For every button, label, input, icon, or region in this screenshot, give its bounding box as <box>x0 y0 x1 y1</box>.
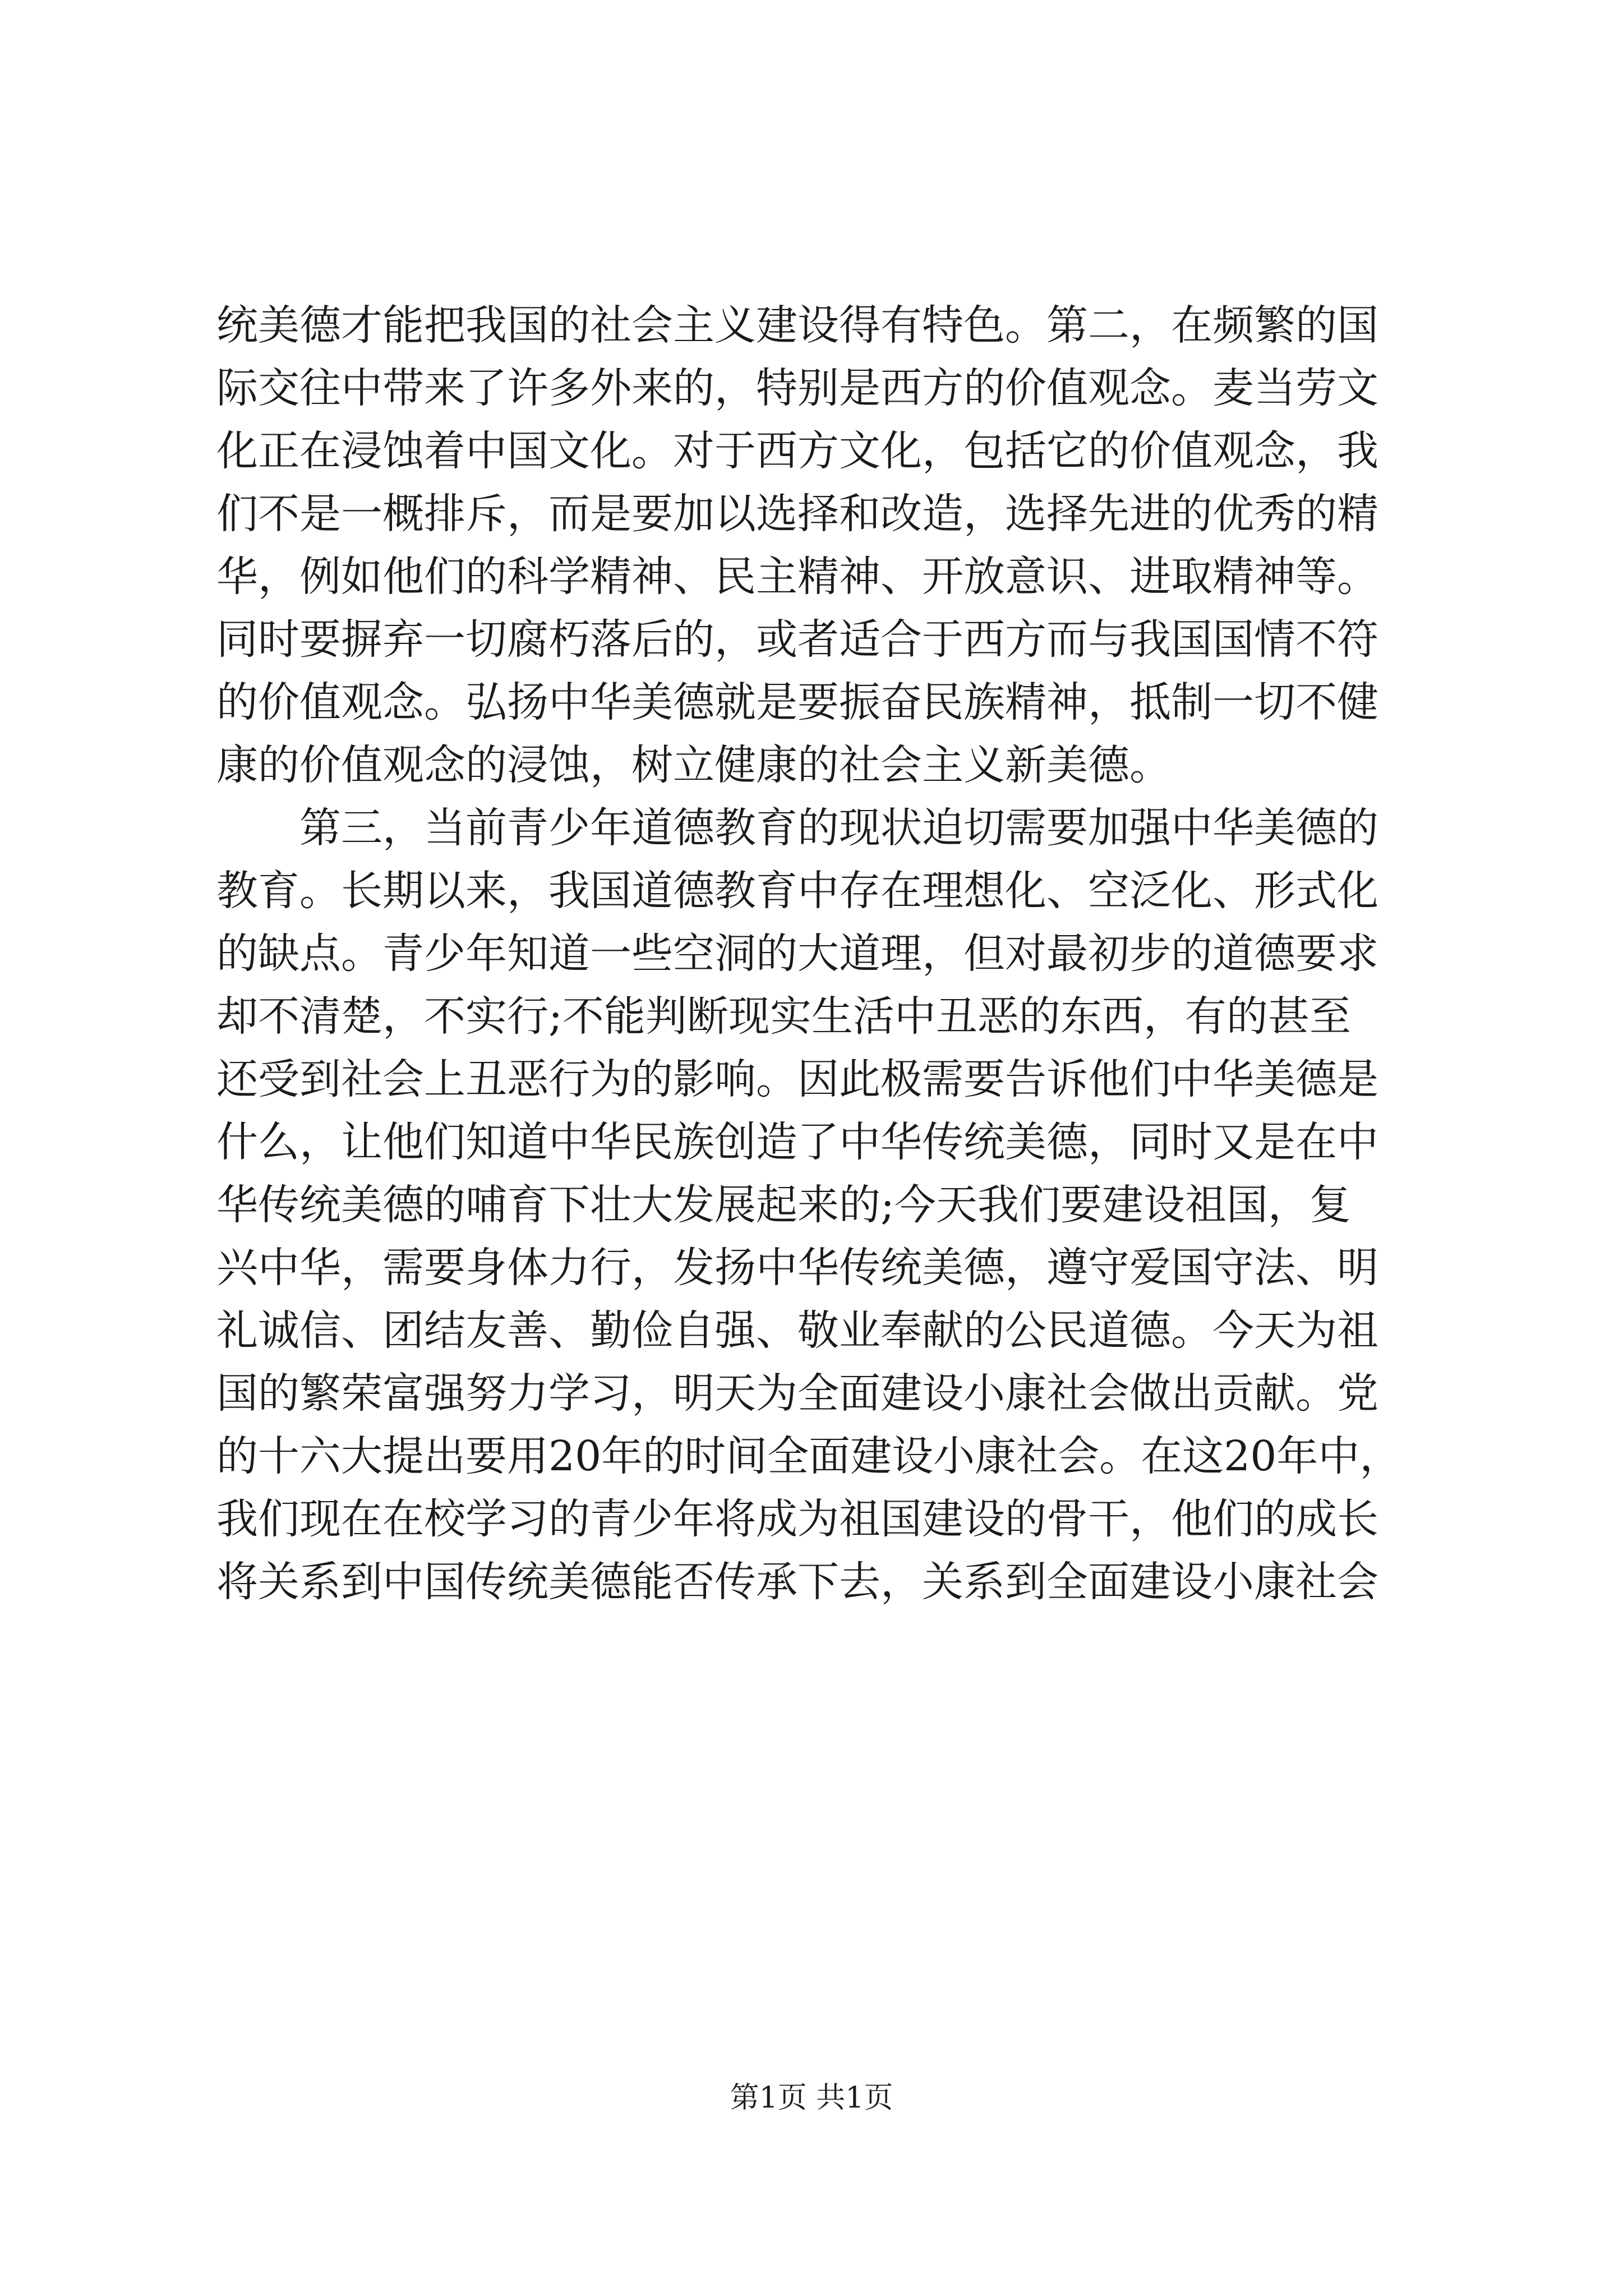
text-line: 的价值观念。弘扬中华美德就是要振奋民族精神，抵制一切不健 <box>216 678 1378 726</box>
text-line: 什么，让他们知道中华民族创造了中华传统美德，同时又是在中 <box>216 1118 1378 1166</box>
page-number-footer: 第1页 共1页 <box>730 2081 893 2115</box>
text-line: 同时要摒弃一切腐朽落后的，或者适合于西方而与我国国情不符 <box>216 615 1378 664</box>
text-line: 却不清楚，不实行;不能判断现实生活中丑恶的东西，有的甚至 <box>216 992 1351 1041</box>
text-line: 我们现在在校学习的青少年将成为祖国建设的骨干，他们的成长 <box>216 1495 1378 1543</box>
text-line: 将关系到中国传统美德能否传承下去，关系到全面建设小康社会 <box>216 1558 1378 1606</box>
text-line: 礼诚信、团结友善、勤俭自强、敬业奉献的公民道德。今天为祖 <box>216 1306 1378 1355</box>
text-line: 国的繁荣富强努力学习，明天为全面建设小康社会做出贡献。党 <box>216 1369 1378 1418</box>
text-line: 的缺点。青少年知道一些空洞的大道理，但对最初步的道德要求 <box>216 930 1378 978</box>
text-line: 际交往中带来了许多外来的，特别是西方的价值观念。麦当劳文 <box>216 364 1378 412</box>
text-line: 的十六大提出要用20年的时间全面建设小康社会。在这20年中， <box>216 1432 1401 1480</box>
text-line: 华传统美德的哺育下壮大发展起来的;今天我们要建设祖国，复 <box>216 1181 1351 1229</box>
text-line: 华，例如他们的科学精神、民主精神、开放意识、进取精神等。 <box>216 553 1378 601</box>
text-line: 们不是一概排斥，而是要加以选择和改造，选择先进的优秀的精 <box>216 490 1378 538</box>
text-line: 兴中华，需要身体力行，发扬中华传统美德，遵守爱国守法、明 <box>216 1244 1378 1292</box>
text-line: 还受到社会上丑恶行为的影响。因此极需要告诉他们中华美德是 <box>216 1055 1378 1103</box>
text-line: 统美德才能把我国的社会主义建设得有特色。第二，在频繁的国 <box>216 301 1378 349</box>
text-line: 教育。长期以来，我国道德教育中存在理想化、空泛化、形式化 <box>216 867 1378 915</box>
text-line: 康的价值观念的浸蚀，树立健康的社会主义新美德。 <box>216 741 1171 789</box>
paragraph-first-line: 第三，当前青少年道德教育的现状迫切需要加强中华美德的 <box>299 804 1378 852</box>
text-line: 化正在浸蚀着中国文化。对于西方文化，包括它的价值观念，我 <box>216 427 1378 475</box>
